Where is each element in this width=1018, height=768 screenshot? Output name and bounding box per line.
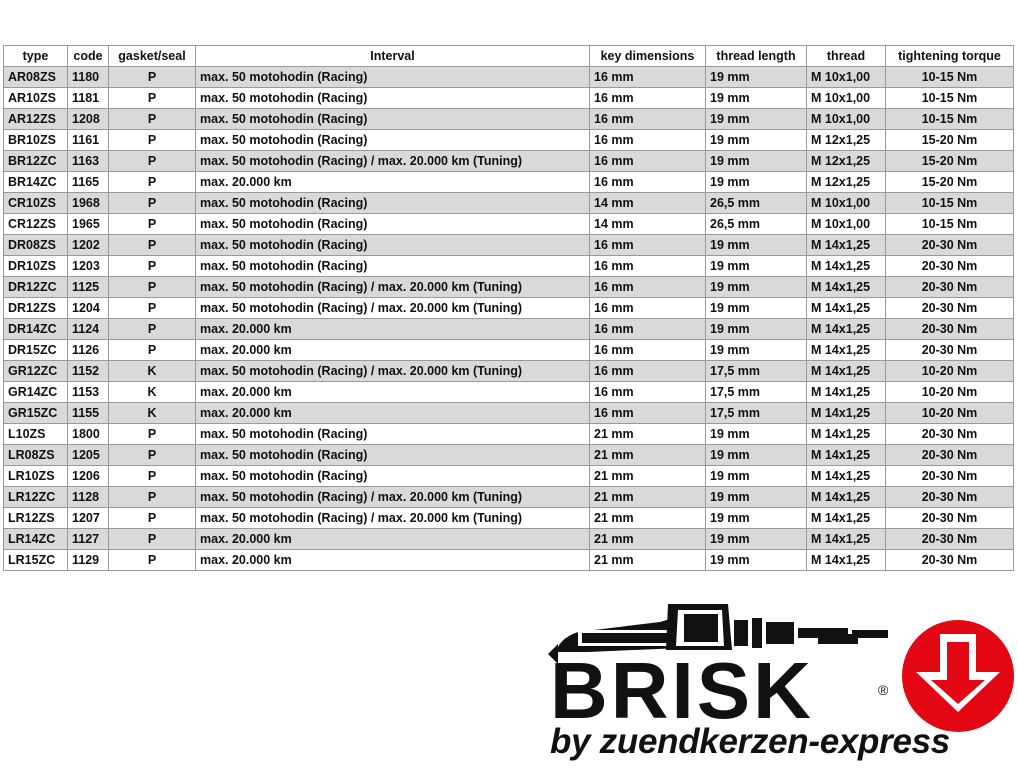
- table-cell: max. 50 motohodin (Racing) / max. 20.000 km (Tuning): [196, 298, 590, 319]
- table-cell: 1155: [68, 403, 109, 424]
- table-cell: 15-20 Nm: [886, 130, 1014, 151]
- table-cell: P: [109, 235, 196, 256]
- table-cell: AR08ZS: [4, 67, 68, 88]
- table-cell: 10-20 Nm: [886, 382, 1014, 403]
- table-cell: max. 50 motohodin (Racing): [196, 214, 590, 235]
- table-cell: 16 mm: [590, 88, 706, 109]
- table-cell: LR15ZC: [4, 550, 68, 571]
- table-row: [4, 109, 1014, 130]
- table-cell: DR10ZS: [4, 256, 68, 277]
- table-cell: P: [109, 130, 196, 151]
- table-cell: 19 mm: [706, 529, 807, 550]
- table-cell: 20-30 Nm: [886, 277, 1014, 298]
- table-cell: 19 mm: [706, 88, 807, 109]
- table-cell: 20-30 Nm: [886, 529, 1014, 550]
- table-cell: P: [109, 466, 196, 487]
- table-cell: 26,5 mm: [706, 214, 807, 235]
- table-cell: max. 20.000 km: [196, 172, 590, 193]
- table-row: [4, 130, 1014, 151]
- table-cell: M 14x1,25: [807, 529, 886, 550]
- table-cell: M 10x1,00: [807, 214, 886, 235]
- table-cell: 1126: [68, 340, 109, 361]
- table-row: [4, 424, 1014, 445]
- table-cell: M 14x1,25: [807, 319, 886, 340]
- table-cell: BR12ZC: [4, 151, 68, 172]
- table-cell: max. 20.000 km: [196, 340, 590, 361]
- table-cell: M 10x1,00: [807, 88, 886, 109]
- table-cell: M 12x1,25: [807, 151, 886, 172]
- table-cell: max. 50 motohodin (Racing): [196, 88, 590, 109]
- table-cell: P: [109, 529, 196, 550]
- table-header-row: [4, 46, 1014, 67]
- table-cell: 17,5 mm: [706, 382, 807, 403]
- table-cell: 26,5 mm: [706, 193, 807, 214]
- table-cell: 20-30 Nm: [886, 298, 1014, 319]
- table-cell: 16 mm: [590, 319, 706, 340]
- spark-plug-spec-table: [3, 45, 1014, 571]
- table-cell: M 14x1,25: [807, 403, 886, 424]
- table-cell: max. 50 motohodin (Racing) / max. 20.000 km (Tuning): [196, 151, 590, 172]
- table-cell: 20-30 Nm: [886, 256, 1014, 277]
- table-cell: max. 50 motohodin (Racing): [196, 67, 590, 88]
- table-cell: max. 50 motohodin (Racing) / max. 20.000 km (Tuning): [196, 361, 590, 382]
- table-cell: M 14x1,25: [807, 340, 886, 361]
- table-cell: max. 50 motohodin (Racing): [196, 445, 590, 466]
- table-cell: 10-15 Nm: [886, 214, 1014, 235]
- table-row: [4, 277, 1014, 298]
- table-row: [4, 298, 1014, 319]
- table-cell: 19 mm: [706, 151, 807, 172]
- table-cell: P: [109, 214, 196, 235]
- table-cell: CR12ZS: [4, 214, 68, 235]
- table-cell: P: [109, 88, 196, 109]
- table-cell: M 14x1,25: [807, 424, 886, 445]
- table-cell: 1181: [68, 88, 109, 109]
- table-cell: 19 mm: [706, 466, 807, 487]
- table-cell: GR14ZC: [4, 382, 68, 403]
- table-cell: P: [109, 277, 196, 298]
- table-cell: M 10x1,00: [807, 67, 886, 88]
- table-cell: M 14x1,25: [807, 487, 886, 508]
- table-cell: DR14ZC: [4, 319, 68, 340]
- table-cell: 20-30 Nm: [886, 487, 1014, 508]
- table-cell: 20-30 Nm: [886, 466, 1014, 487]
- table-row: [4, 214, 1014, 235]
- table-cell: 19 mm: [706, 256, 807, 277]
- table-cell: 1127: [68, 529, 109, 550]
- table-cell: 21 mm: [590, 445, 706, 466]
- table-cell: CR10ZS: [4, 193, 68, 214]
- registered-mark: ®: [878, 682, 889, 698]
- table-cell: 1163: [68, 151, 109, 172]
- table-cell: 21 mm: [590, 466, 706, 487]
- table-cell: 19 mm: [706, 424, 807, 445]
- table-row: [4, 235, 1014, 256]
- brisk-emblem-icon: [902, 620, 1014, 732]
- table-cell: M 14x1,25: [807, 361, 886, 382]
- table-cell: 21 mm: [590, 550, 706, 571]
- table-cell: P: [109, 550, 196, 571]
- table-cell: 10-15 Nm: [886, 88, 1014, 109]
- table-cell: 14 mm: [590, 214, 706, 235]
- table-cell: 21 mm: [590, 508, 706, 529]
- table-cell: LR08ZS: [4, 445, 68, 466]
- table-cell: 16 mm: [590, 67, 706, 88]
- table-cell: max. 50 motohodin (Racing): [196, 109, 590, 130]
- table-cell: 1202: [68, 235, 109, 256]
- table-row: [4, 508, 1014, 529]
- table-cell: P: [109, 172, 196, 193]
- table-cell: 19 mm: [706, 109, 807, 130]
- table-row: [4, 550, 1014, 571]
- table-cell: M 14x1,25: [807, 382, 886, 403]
- table-cell: 1206: [68, 466, 109, 487]
- table-cell: max. 50 motohodin (Racing): [196, 235, 590, 256]
- table-cell: 19 mm: [706, 508, 807, 529]
- table-cell: max. 50 motohodin (Racing): [196, 424, 590, 445]
- table-row: [4, 172, 1014, 193]
- table-cell: 1161: [68, 130, 109, 151]
- table-cell: 16 mm: [590, 130, 706, 151]
- table-cell: M 12x1,25: [807, 172, 886, 193]
- table-cell: 1208: [68, 109, 109, 130]
- table-cell: 19 mm: [706, 298, 807, 319]
- table-cell: 1152: [68, 361, 109, 382]
- table-row: [4, 319, 1014, 340]
- table-cell: 20-30 Nm: [886, 508, 1014, 529]
- table-cell: P: [109, 298, 196, 319]
- table-cell: GR12ZC: [4, 361, 68, 382]
- table-row: [4, 382, 1014, 403]
- table-cell: max. 20.000 km: [196, 319, 590, 340]
- table-cell: DR12ZS: [4, 298, 68, 319]
- table-row: [4, 151, 1014, 172]
- table-cell: P: [109, 256, 196, 277]
- table-cell: 14 mm: [590, 193, 706, 214]
- table-cell: 10-20 Nm: [886, 403, 1014, 424]
- column-header: key dimensions: [590, 46, 706, 67]
- brand-logotype: BRISK: [550, 646, 814, 735]
- table-cell: 10-15 Nm: [886, 193, 1014, 214]
- table-cell: max. 50 motohodin (Racing) / max. 20.000 km (Tuning): [196, 277, 590, 298]
- table-row: [4, 466, 1014, 487]
- table-cell: 1204: [68, 298, 109, 319]
- table-cell: 20-30 Nm: [886, 550, 1014, 571]
- table-cell: 1207: [68, 508, 109, 529]
- table-cell: DR08ZS: [4, 235, 68, 256]
- table-cell: 1180: [68, 67, 109, 88]
- column-header: thread: [807, 46, 886, 67]
- table-cell: max. 50 motohodin (Racing): [196, 256, 590, 277]
- table-cell: 21 mm: [590, 424, 706, 445]
- table-cell: 1203: [68, 256, 109, 277]
- table-cell: 1129: [68, 550, 109, 571]
- table-cell: max. 20.000 km: [196, 403, 590, 424]
- table-cell: BR10ZS: [4, 130, 68, 151]
- table-cell: 19 mm: [706, 67, 807, 88]
- table-cell: max. 50 motohodin (Racing): [196, 466, 590, 487]
- column-header: thread length: [706, 46, 807, 67]
- table-cell: 16 mm: [590, 403, 706, 424]
- table-cell: LR12ZC: [4, 487, 68, 508]
- table-cell: 10-15 Nm: [886, 109, 1014, 130]
- table-cell: max. 20.000 km: [196, 550, 590, 571]
- table-cell: max. 50 motohodin (Racing): [196, 130, 590, 151]
- table-cell: 20-30 Nm: [886, 319, 1014, 340]
- table-cell: LR14ZC: [4, 529, 68, 550]
- table-cell: 16 mm: [590, 109, 706, 130]
- table-cell: 10-15 Nm: [886, 67, 1014, 88]
- table-cell: 16 mm: [590, 172, 706, 193]
- table-cell: P: [109, 319, 196, 340]
- table-cell: K: [109, 382, 196, 403]
- table-cell: 15-20 Nm: [886, 172, 1014, 193]
- table-row: [4, 445, 1014, 466]
- table-row: [4, 67, 1014, 88]
- table-cell: 21 mm: [590, 487, 706, 508]
- table-cell: 1800: [68, 424, 109, 445]
- table-cell: 19 mm: [706, 130, 807, 151]
- table-cell: 1965: [68, 214, 109, 235]
- table-cell: 20-30 Nm: [886, 340, 1014, 361]
- table-cell: P: [109, 340, 196, 361]
- table-cell: 1125: [68, 277, 109, 298]
- table-cell: M 14x1,25: [807, 550, 886, 571]
- table-row: [4, 361, 1014, 382]
- table-cell: 21 mm: [590, 529, 706, 550]
- table-cell: 16 mm: [590, 151, 706, 172]
- table-cell: 1128: [68, 487, 109, 508]
- table-cell: M 12x1,25: [807, 130, 886, 151]
- table-cell: DR15ZC: [4, 340, 68, 361]
- table-row: [4, 529, 1014, 550]
- table-cell: P: [109, 151, 196, 172]
- table-cell: 16 mm: [590, 277, 706, 298]
- table-cell: 19 mm: [706, 235, 807, 256]
- table-cell: max. 20.000 km: [196, 382, 590, 403]
- table-body: [4, 67, 1014, 571]
- table-row: [4, 403, 1014, 424]
- table-cell: 19 mm: [706, 445, 807, 466]
- table-cell: M 14x1,25: [807, 298, 886, 319]
- table-cell: 19 mm: [706, 340, 807, 361]
- table-cell: M 14x1,25: [807, 508, 886, 529]
- table-cell: P: [109, 508, 196, 529]
- table-cell: M 10x1,00: [807, 109, 886, 130]
- table-cell: LR12ZS: [4, 508, 68, 529]
- table-row: [4, 340, 1014, 361]
- table-cell: GR15ZC: [4, 403, 68, 424]
- table-cell: 1124: [68, 319, 109, 340]
- table-cell: K: [109, 403, 196, 424]
- table-cell: 10-20 Nm: [886, 361, 1014, 382]
- table-cell: P: [109, 445, 196, 466]
- table-cell: LR10ZS: [4, 466, 68, 487]
- table-cell: 16 mm: [590, 361, 706, 382]
- table-cell: max. 50 motohodin (Racing) / max. 20.000 km (Tuning): [196, 487, 590, 508]
- table-cell: L10ZS: [4, 424, 68, 445]
- table-cell: 19 mm: [706, 319, 807, 340]
- table-cell: 16 mm: [590, 235, 706, 256]
- table-row: [4, 256, 1014, 277]
- tagline: by zuendkerzen-express: [550, 722, 950, 761]
- column-header: gasket/seal: [109, 46, 196, 67]
- table-cell: 19 mm: [706, 550, 807, 571]
- table-cell: 20-30 Nm: [886, 445, 1014, 466]
- table-cell: M 14x1,25: [807, 277, 886, 298]
- table-cell: 19 mm: [706, 487, 807, 508]
- table-cell: P: [109, 193, 196, 214]
- table-cell: 17,5 mm: [706, 361, 807, 382]
- table-cell: 1165: [68, 172, 109, 193]
- table-cell: 19 mm: [706, 172, 807, 193]
- table-row: [4, 88, 1014, 109]
- table-cell: 1968: [68, 193, 109, 214]
- table-cell: P: [109, 67, 196, 88]
- table-cell: M 14x1,25: [807, 256, 886, 277]
- table-cell: max. 50 motohodin (Racing) / max. 20.000 km (Tuning): [196, 508, 590, 529]
- table-cell: 20-30 Nm: [886, 235, 1014, 256]
- table-cell: 16 mm: [590, 298, 706, 319]
- table-cell: P: [109, 109, 196, 130]
- table-cell: 16 mm: [590, 340, 706, 361]
- table-cell: AR10ZS: [4, 88, 68, 109]
- column-header: type: [4, 46, 68, 67]
- table-row: [4, 487, 1014, 508]
- table-cell: M 14x1,25: [807, 445, 886, 466]
- table-cell: 1153: [68, 382, 109, 403]
- column-header: Interval: [196, 46, 590, 67]
- table-cell: 17,5 mm: [706, 403, 807, 424]
- table-cell: 1205: [68, 445, 109, 466]
- table-cell: 15-20 Nm: [886, 151, 1014, 172]
- table-cell: M 10x1,00: [807, 193, 886, 214]
- table-cell: 20-30 Nm: [886, 424, 1014, 445]
- column-header: tightening torque: [886, 46, 1014, 67]
- table-cell: P: [109, 487, 196, 508]
- table-cell: max. 20.000 km: [196, 529, 590, 550]
- table-cell: P: [109, 424, 196, 445]
- table-cell: 19 mm: [706, 277, 807, 298]
- column-header: code: [68, 46, 109, 67]
- table-cell: DR12ZC: [4, 277, 68, 298]
- table-cell: 16 mm: [590, 382, 706, 403]
- table-cell: BR14ZC: [4, 172, 68, 193]
- table-cell: max. 50 motohodin (Racing): [196, 193, 590, 214]
- table-cell: AR12ZS: [4, 109, 68, 130]
- table-cell: 16 mm: [590, 256, 706, 277]
- table-row: [4, 193, 1014, 214]
- table-cell: M 14x1,25: [807, 466, 886, 487]
- table-cell: K: [109, 361, 196, 382]
- table-cell: M 14x1,25: [807, 235, 886, 256]
